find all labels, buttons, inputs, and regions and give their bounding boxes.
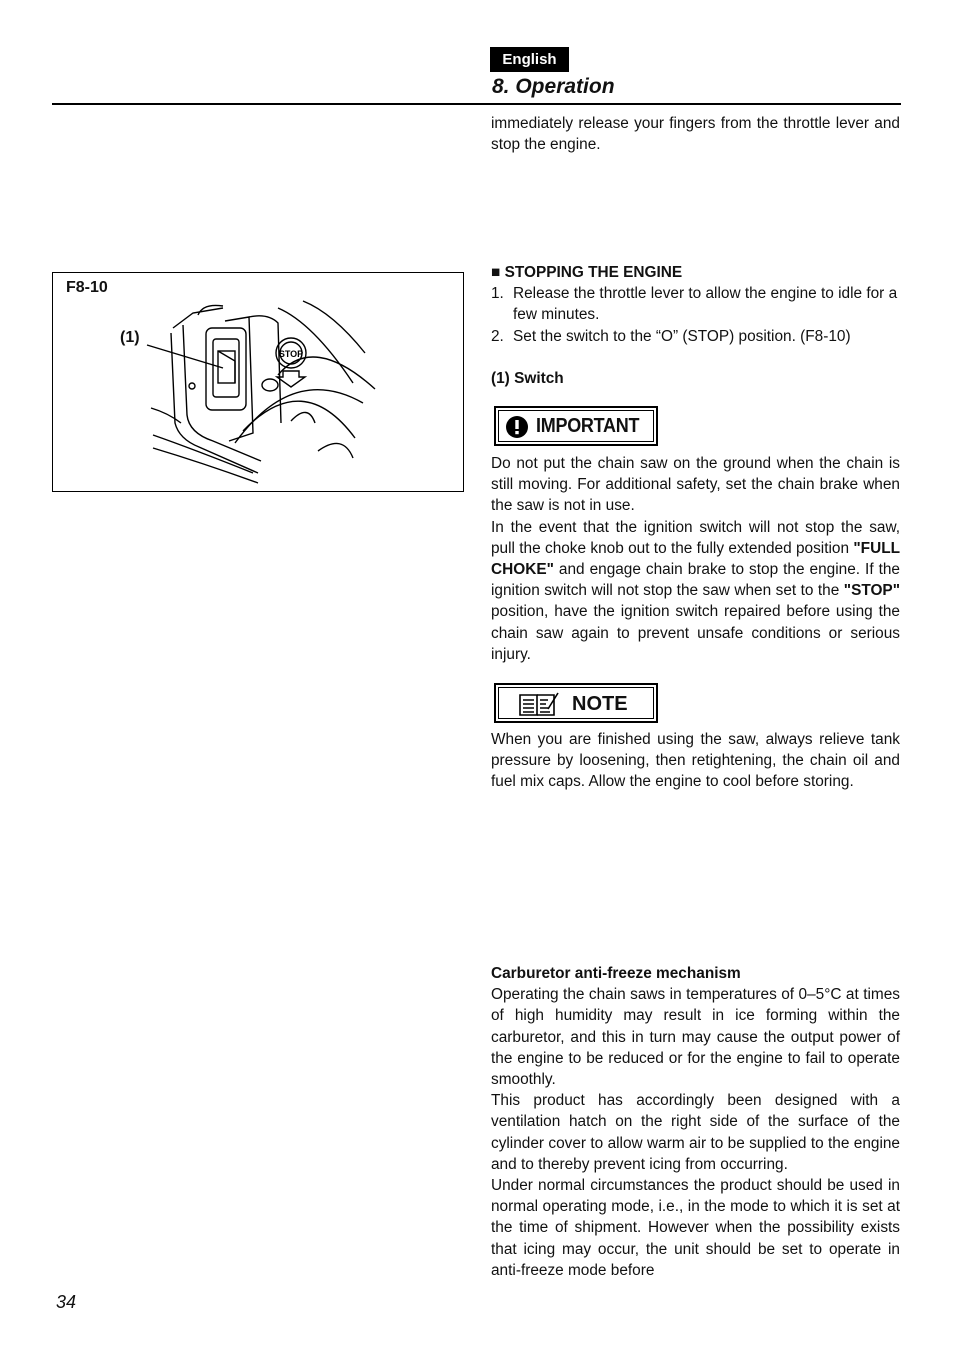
step-number: 1. (491, 285, 504, 303)
important-body (491, 453, 900, 665)
step-2 (491, 326, 900, 347)
important-label: IMPORTANT (536, 415, 640, 437)
step-text: Release the throttle lever to allow the engine to idle for a few minutes. (513, 285, 898, 324)
figure-label: F8-10 (66, 279, 108, 296)
step-text: Set the switch to the “O” (STOP) position. (F8-10) (513, 327, 851, 345)
exclamation-icon (506, 416, 528, 438)
stopping-heading (491, 262, 900, 283)
language-tag: English (490, 47, 569, 72)
important-box (494, 406, 658, 446)
heading-marker: ■ (491, 264, 501, 281)
callout-label: (1) (120, 329, 140, 346)
switch-illustration (53, 273, 463, 491)
note-box (494, 683, 658, 723)
figure-legend: (1) Switch (491, 369, 564, 387)
header-rule (52, 103, 901, 105)
important-para-1: Do not put the chain saw on the ground when the chain is still moving. For additional safety, set the chain brake when the saw is not in use. (491, 455, 900, 515)
stop-badge-text: STOP (278, 349, 304, 359)
stopping-heading-text: STOPPING THE ENGINE (504, 264, 683, 281)
carburetor-para-1: Operating the chain saws in temperatures of 0–5°C at times of high humidity may result in ice forming within the carburetor, and this in turn may cause the output power of the engine to be reduced or for the engine to fail to operate smoothly. (491, 986, 900, 1089)
notebook-icon (518, 691, 560, 717)
important-para-2: In the event that the ignition switch will not stop the saw, pull the choke knob out to the fully extended position "FULL CHOKE" and engage chain brake to stop the engine. If the ignition switch will not stop the saw when set to the "STOP" position, have the ignition switch repaired before using the chain saw again to prevent unsafe conditions or serious injury. (491, 518, 900, 663)
carburetor-para-3: Under normal circumstances the product should be used in normal operating mode, i.e., in the mode to which it is set at the time of shipment. However when the possibility exists that icing may occur, the unit should be set to operate in anti-freeze mode before (491, 1177, 900, 1279)
page-number: 34 (56, 1292, 77, 1312)
step-1 (491, 283, 900, 325)
section-title: 8. Operation (492, 75, 615, 98)
intro-paragraph: immediately release your fingers from the throttle lever and stop the engine. (491, 115, 900, 154)
step-number: 2. (491, 327, 504, 345)
stopping-section (491, 262, 900, 389)
intro-text (491, 113, 900, 155)
figure-f8-10 (52, 272, 464, 492)
note-paragraph: When you are finished using the saw, always relieve tank pressure by loosening, then retightening, the chain oil and fuel mix caps. Allow the engine to cool before storing. (491, 731, 900, 791)
carburetor-heading: Carburetor anti-freeze mechanism (491, 965, 741, 982)
carburetor-section (491, 963, 900, 1281)
carburetor-para-2: This product has accordingly been designed with a ventilation hatch on the right side of the surface of the cylinder cover to allow warm air to be supplied to the engine and to thereby prevent icing from occurring. (491, 1092, 900, 1173)
note-label: NOTE (572, 693, 628, 715)
note-body (491, 729, 900, 793)
